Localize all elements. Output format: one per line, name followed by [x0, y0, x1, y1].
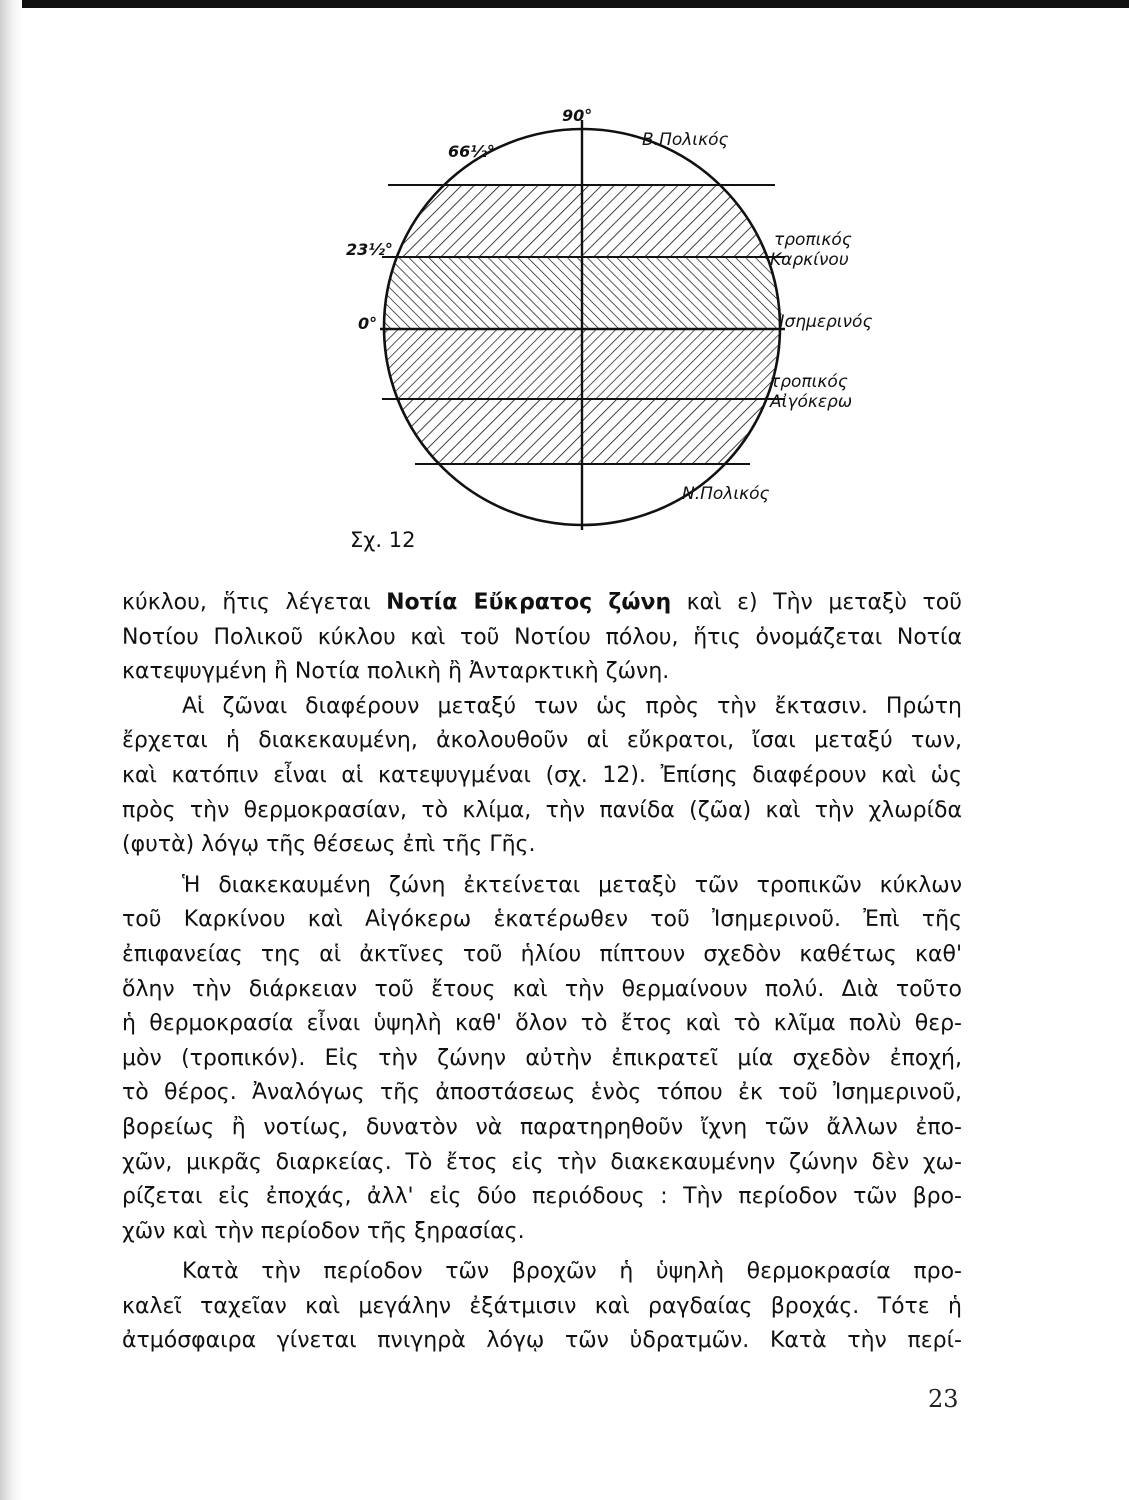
text-line: ἐπιφανείας της αἱ ἀκτῖνες τοῦ ἡλίου πίπτουν σχεδὸν καθέτως καθ' — [122, 941, 962, 967]
text-line: καὶ κατόπιν εἶναι αἱ κατεψυγμέναι (σχ. 12). Ἐπίσης διαφέρουν καὶ ὡς — [122, 762, 962, 788]
north-temperate-zone — [380, 185, 790, 257]
text-line: κατεψυγμένη ἢ Νοτία πολικὴ ἢ Ἀνταρκτικὴ ζώνη. — [122, 659, 670, 685]
figure-caption: Σχ. 12 — [350, 528, 416, 552]
label-cancer-1: τροπικός — [774, 230, 852, 250]
south-temperate-zone — [380, 399, 790, 464]
text-line: βορείως ἢ νοτίως, δυνατὸν νὰ παρατηρηθοῦν ἴχνη τῶν ἄλλων ἐπο- — [122, 1114, 962, 1140]
bold-term: Νοτία Εὔκρατος ζώνη — [386, 590, 672, 615]
text-line: ὅλην τὴν διάρκειαν τοῦ ἔτους καὶ τὴν θερμαίνουν πολύ. Διὰ τοῦτο — [122, 976, 962, 1002]
label-cancer-2: Καρκίνου — [770, 250, 849, 270]
text-line: καλεῖ ταχεῖαν καὶ μεγάλην ἐξάτμισιν καὶ ραγδαίας βροχάς. Τότε ἡ — [122, 1293, 962, 1319]
label-23-degrees: 23½° — [346, 240, 393, 259]
torrid-zone-north — [380, 257, 790, 329]
text-line: τοῦ Καρκίνου καὶ Αἰγόκερω ἑκατέρωθεν τοῦ Ἰσημερινοῦ. Ἐπὶ τῆς — [122, 907, 962, 933]
text-line: Νοτίου Πολικοῦ κύκλου καὶ τοῦ Νοτίου πόλου, ἥτις ὀνομάζεται Νοτία — [122, 624, 962, 650]
text-line: Ἡ διακεκαυμένη ζώνη ἐκτείνεται μεταξὺ τῶν τροπικῶν κύκλων — [182, 872, 962, 898]
climate-zones-figure — [330, 100, 873, 560]
torrid-zone-south — [380, 329, 790, 399]
label-90-degrees: 90° — [562, 106, 593, 125]
text-line: χῶν, μικρᾶς διαρκείας. Τὸ ἔτος εἰς τὴν διακεκαυμένην ζώνην δὲν χω- — [122, 1149, 962, 1175]
label-equator: Ἰσημερινός — [778, 312, 873, 332]
text-line: μὸν (τροπικόν). Εἰς τὴν ζώνην αὐτὴν ἐπικρατεῖ μία σχεδὸν ἐποχή, — [122, 1045, 962, 1071]
label-capricorn-2: Αἰγόκερω — [770, 392, 853, 412]
label-north-polar-circle: Β.Πολικός — [642, 130, 729, 150]
text-line: χῶν καὶ τὴν περίοδον τῆς ξηρασίας. — [122, 1218, 525, 1244]
body-text — [122, 586, 962, 1359]
text-line: ἀτμόσφαιρα γίνεται πνιγηρὰ λόγῳ τῶν ὑδρατμῶν. Κατὰ τὴν περί- — [122, 1328, 962, 1354]
text-line: τὸ θέρος. Ἀναλόγως τῆς ἀποστάσεως ἑνὸς τόπου ἐκ τοῦ Ἰσημερινοῦ, — [122, 1080, 962, 1106]
text-line: πρὸς τὴν θερμοκρασίαν, τὸ κλίμα, τὴν πανίδα (ζῶα) καὶ τὴν χλωρίδα — [122, 797, 962, 823]
text-line: Αἱ ζῶναι διαφέρουν μεταξύ των ὡς πρὸς τὴν ἔκτασιν. Πρώτη — [182, 693, 962, 719]
page-top-edge — [0, 0, 1129, 8]
label-capricorn-1: τροπικός — [770, 372, 848, 392]
label-0-degrees: 0° — [358, 314, 378, 333]
page-number: 23 — [928, 1385, 959, 1413]
text-line: ρίζεται εἰς ἐποχάς, ἀλλ' εἰς δύο περιόδους : Τὴν περίοδον τῶν βρο- — [122, 1184, 962, 1210]
text-line: (φυτὰ) λόγῳ τῆς θέσεως ἐπὶ τῆς Γῆς. — [122, 832, 536, 858]
text-line: κύκλου, ἥτις λέγεται Νοτία Εὔκρατος ζώνη καὶ ε) Τὴν μεταξὺ τοῦ — [122, 590, 962, 615]
text-line: Κατὰ τὴν περίοδον τῶν βροχῶν ἡ ὑψηλὴ θερμοκρασία προ- — [182, 1259, 962, 1285]
page-left-shadow — [0, 0, 22, 1500]
label-66-degrees: 66½° — [448, 142, 495, 161]
text-line: ἡ θερμοκρασία εἶναι ὑψηλὴ καθ' ὅλον τὸ ἔτος καὶ τὸ κλῖμα πολὺ θερ- — [122, 1011, 962, 1037]
label-south-polar-circle: Ν.Πολικός — [682, 484, 770, 504]
globe-zones-diagram — [330, 100, 853, 560]
text-line: ἔρχεται ἡ διακεκαυμένη, ἀκολουθοῦν αἱ εὔκρατοι, ἴσαι μεταξύ των, — [122, 728, 962, 754]
